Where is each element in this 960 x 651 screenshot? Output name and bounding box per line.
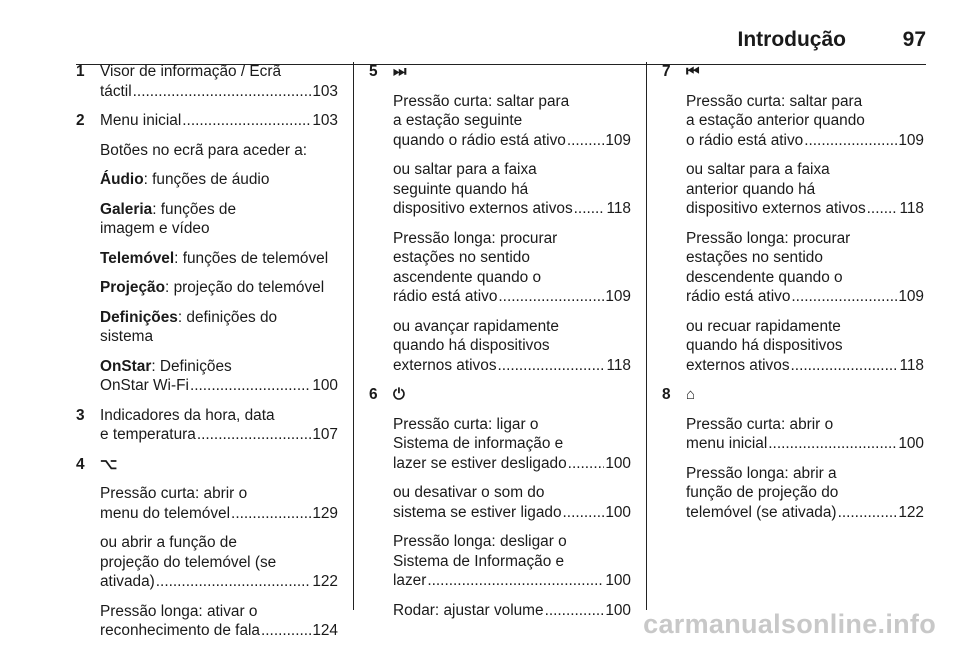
- item-text: Pressão longa: procurar estações no sentido ascendente quando o rádio está ativo ..... 109: [393, 229, 631, 307]
- item-text: Visor de informação / Ecrã: [100, 63, 282, 80]
- item-text: Botões no ecrã para aceder a:: [100, 141, 308, 159]
- page-ref[interactable]: 118: [606, 200, 631, 217]
- toc-entry[interactable]: OnStar Wi-Fi ..... 100: [100, 376, 338, 396]
- item-text: ou abrir a função de projeção do telemóvel (se ativada) ..... 122: [100, 533, 338, 592]
- page-ref[interactable]: 118: [899, 356, 924, 374]
- page-ref[interactable]: 103: [312, 112, 338, 129]
- page-ref[interactable]: 118: [899, 200, 924, 217]
- page-ref[interactable]: 118: [606, 356, 631, 374]
- page-ref[interactable]: 100: [898, 435, 924, 452]
- toc-entry[interactable]: lazer ..... 100: [393, 571, 631, 591]
- toc-entry[interactable]: menu do telemóvel ..... 129: [100, 504, 338, 524]
- item-7: [662, 62, 924, 375]
- item-number: 2: [76, 112, 85, 129]
- menu-audio: Áudio: funções de áudio: [100, 171, 270, 188]
- previous-track-icon: ⏮: [686, 63, 700, 80]
- item-number: 4: [76, 455, 85, 473]
- item-2: [76, 111, 338, 396]
- voice-icon: ⌥: [100, 455, 118, 473]
- page-ref[interactable]: 100: [605, 601, 631, 619]
- item-text: Pressão curta: saltar para a estação seguinte quando o rádio está ativo ..... 109: [393, 92, 631, 151]
- page-ref[interactable]: 109: [898, 288, 924, 305]
- toc-entry[interactable]: lazer se estiver desligado ..... 100: [393, 454, 631, 474]
- item-text: Pressão curta: abrir o menu inicial ..... 100: [686, 415, 924, 454]
- item-text: ou desativar o som do sistema se estiver ligado ..... 100: [393, 483, 631, 522]
- item-text: [393, 601, 631, 621]
- page-ref[interactable]: 100: [312, 377, 338, 394]
- page-ref[interactable]: 103: [312, 82, 338, 100]
- page-ref[interactable]: 122: [312, 573, 338, 590]
- page-ref[interactable]: 100: [605, 454, 631, 472]
- item-4: [76, 455, 338, 641]
- item-text: Indicadores da hora, data: [100, 406, 275, 424]
- item-number: 6: [369, 386, 378, 403]
- power-icon: ⏻: [393, 386, 405, 403]
- item-text: Pressão longa: ativar o reconhecimento de fala ..... 124: [100, 602, 338, 641]
- item-6: [369, 385, 631, 620]
- column-divider-2: [646, 62, 647, 610]
- item-number: 3: [76, 406, 85, 424]
- menu-galeria: Galeria: funções de imagem e vídeo: [100, 200, 237, 237]
- page-title: Introdução: [737, 28, 846, 51]
- toc-entry[interactable]: dispositivo externos ativos ..... 118: [686, 199, 924, 219]
- item-text: Pressão curta: abrir o menu do telemóvel ..... 129: [100, 484, 338, 523]
- next-track-icon: ⏭: [393, 63, 407, 80]
- item-number: 7: [662, 63, 671, 80]
- column-2: [369, 62, 631, 630]
- toc-entry[interactable]: menu inicial ..... 100: [686, 434, 924, 454]
- column-1: [76, 62, 338, 651]
- toc-entry[interactable]: rádio está ativo ..... 109: [686, 287, 924, 307]
- toc-entry[interactable]: ativada) ..... 122: [100, 572, 338, 592]
- page-header: [76, 20, 926, 50]
- item-3: [76, 406, 338, 445]
- item-text: Pressão curta: saltar para a estação anterior quando o rádio está ativo ..... 109: [686, 92, 924, 151]
- item-text: Pressão longa: abrir a função de projeção do telemóvel (se ativada) ..... 122: [686, 464, 924, 523]
- item-5: [369, 62, 631, 375]
- item-text: ou avançar rapidamente quando há dispositivos externos ativos ..... 118: [393, 317, 631, 376]
- item-8: [662, 385, 924, 522]
- toc-entry[interactable]: externos ativos ..... 118: [393, 356, 631, 376]
- toc-entry[interactable]: o rádio está ativo ..... 109: [686, 131, 924, 151]
- column-3: [662, 62, 924, 532]
- toc-entry[interactable]: rádio está ativo ..... 109: [393, 287, 631, 307]
- toc-entry[interactable]: telemóvel (se ativada) ..... 122: [686, 503, 924, 523]
- toc-entry[interactable]: quando o rádio está ativo ..... 109: [393, 131, 631, 151]
- page-ref[interactable]: 100: [605, 503, 631, 521]
- toc-entry[interactable]: reconhecimento de fala ..... 124: [100, 621, 338, 641]
- toc-entry[interactable]: e temperatura ..... 107: [100, 425, 338, 445]
- item-text: Pressão longa: desligar o Sistema de Informação e lazer ..... 100: [393, 532, 631, 591]
- menu-projecao: Projeção: projeção do telemóvel: [100, 279, 325, 296]
- column-divider-1: [353, 62, 354, 610]
- item-number: 5: [369, 63, 378, 80]
- menu-onstar: OnStar: Definições OnStar Wi-Fi ..... 100: [100, 357, 338, 396]
- page-ref[interactable]: 100: [605, 572, 631, 589]
- watermark: carmanualsonline.info: [643, 609, 936, 639]
- toc-entry[interactable]: Rodar: ajustar volume ..... 100: [393, 601, 631, 621]
- item-text: Pressão curta: ligar o Sistema de informação e lazer se estiver desligado ..... 100: [393, 415, 631, 474]
- page-ref[interactable]: 109: [605, 131, 631, 149]
- item-text: ou saltar para a faixa anterior quando há dispositivo externos ativos ..... 118: [686, 160, 924, 219]
- item-text: ou saltar para a faixa seguinte quando há dispositivo externos ativos ..... 118: [393, 160, 631, 219]
- page-ref[interactable]: 129: [312, 504, 338, 522]
- toc-entry[interactable]: dispositivo externos ativos ..... 118: [393, 199, 631, 219]
- toc-entry[interactable]: Menu inicial ..... 103: [100, 111, 338, 131]
- item-1: [76, 62, 338, 101]
- menu-telemovel: Telemóvel: funções de telemóvel: [100, 249, 329, 267]
- toc-entry[interactable]: externos ativos ..... 118: [686, 356, 924, 376]
- page-number: 97: [902, 28, 926, 51]
- toc-entry[interactable]: táctil ..... 103: [100, 82, 338, 102]
- item-number: 8: [662, 386, 671, 403]
- item-number: 1: [76, 63, 85, 80]
- home-icon: ⌂: [686, 386, 696, 403]
- page-ref[interactable]: 109: [605, 288, 631, 305]
- page-ref[interactable]: 124: [312, 622, 338, 639]
- menu-definicoes: Definições: definições do sistema: [100, 308, 278, 345]
- item-text: ou recuar rapidamente quando há dispositivos externos ativos ..... 118: [686, 317, 924, 376]
- page-ref[interactable]: 109: [898, 131, 924, 149]
- page-ref[interactable]: 107: [312, 426, 338, 443]
- item-text: Pressão longa: procurar estações no sentido descendente quando o rádio está ativo ..... 109: [686, 229, 924, 307]
- toc-entry[interactable]: sistema se estiver ligado ..... 100: [393, 503, 631, 523]
- page-ref[interactable]: 122: [898, 503, 924, 521]
